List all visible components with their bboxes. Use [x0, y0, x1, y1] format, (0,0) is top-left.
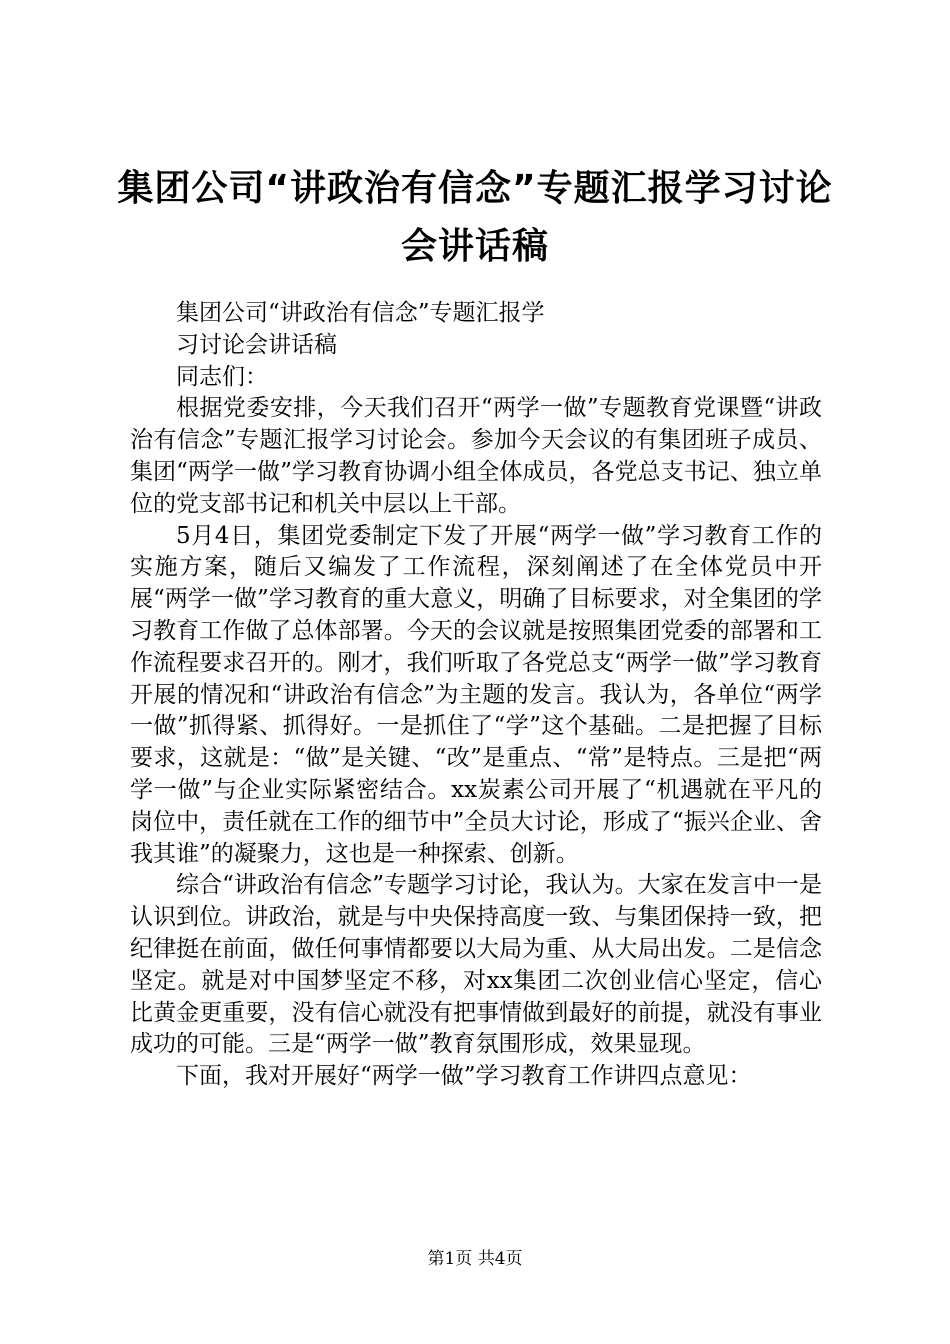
subtitle-line1: 集团公司“讲政治有信念”专题汇报学: [176, 300, 545, 326]
paragraph-3: 综合“讲政治有信念”专题学习讨论，我认为。大家在发言中一是认识到位。讲政治，就是与中央保持高度一致、与集团保持一致，把纪律挺在前面，做任何事情都要以大局为重、从大局出发。二是信念坚定。就是对中国梦坚定不移，对xx集团二次创业信心坚定，信心比黄金更重要，没有信心就没有把事情做到最好的前提，就没有事业成功的可能。三是“两学一做”教育氛围形成，效果显现。: [130, 872, 822, 1058]
subtitle-line2: 习讨论会讲话稿: [176, 331, 337, 358]
paragraph-4: 下面，我对开展好“两学一做”学习教育工作讲四点意见：: [176, 1063, 752, 1090]
document-title-line1: 集团公司“讲政治有信念”专题汇报学习讨论: [117, 168, 833, 209]
salutation: 同志们：: [176, 363, 268, 390]
document-title-line2: 会讲话稿: [400, 226, 549, 267]
paragraph-2: 5月4日，集团党委制定下发了开展“两学一做”学习教育工作的实施方案，随后又编发了工作流程，深刻阐述了在全体党员中开展“两学一做”学习教育的重大意义，明确了目标要求，对全集团的学习教育工作做了总体部署。今天的会议就是按照集团党委的部署和工作流程要求召开的。刚才，我们听取了各党总支“两学一做”学习教育开展的情况和“讲政治有信念”为主题的发言。我认为，各单位“两学一做”抓得紧、抓得好。一是抓住了“学”这个基础。二是把握了目标要求，这就是：“做”是关键、“改”是重点、“常”是特点。三是把“两学一做”与企业实际紧密结合。xx炭素公司开展了“机遇就在平凡的岗位中，责任就在工作的细节中”全员大讨论，形成了“振兴企业、舍我其谁”的凝聚力，这也是一种探索、创新。: [130, 522, 822, 867]
page-number-footer: 第1页 共4页: [427, 1249, 523, 1269]
paragraph-1: 根据党委安排，今天我们召开“两学一做”专题教育党课暨“讲政治有信念”专题汇报学习讨论会。参加今天会议的有集团班子成员、集团“两学一做”学习教育协调小组全体成员，各党总支书记、独立单位的党支部书记和机关中层以上干部。: [130, 395, 822, 517]
document-body: [130, 298, 822, 1093]
